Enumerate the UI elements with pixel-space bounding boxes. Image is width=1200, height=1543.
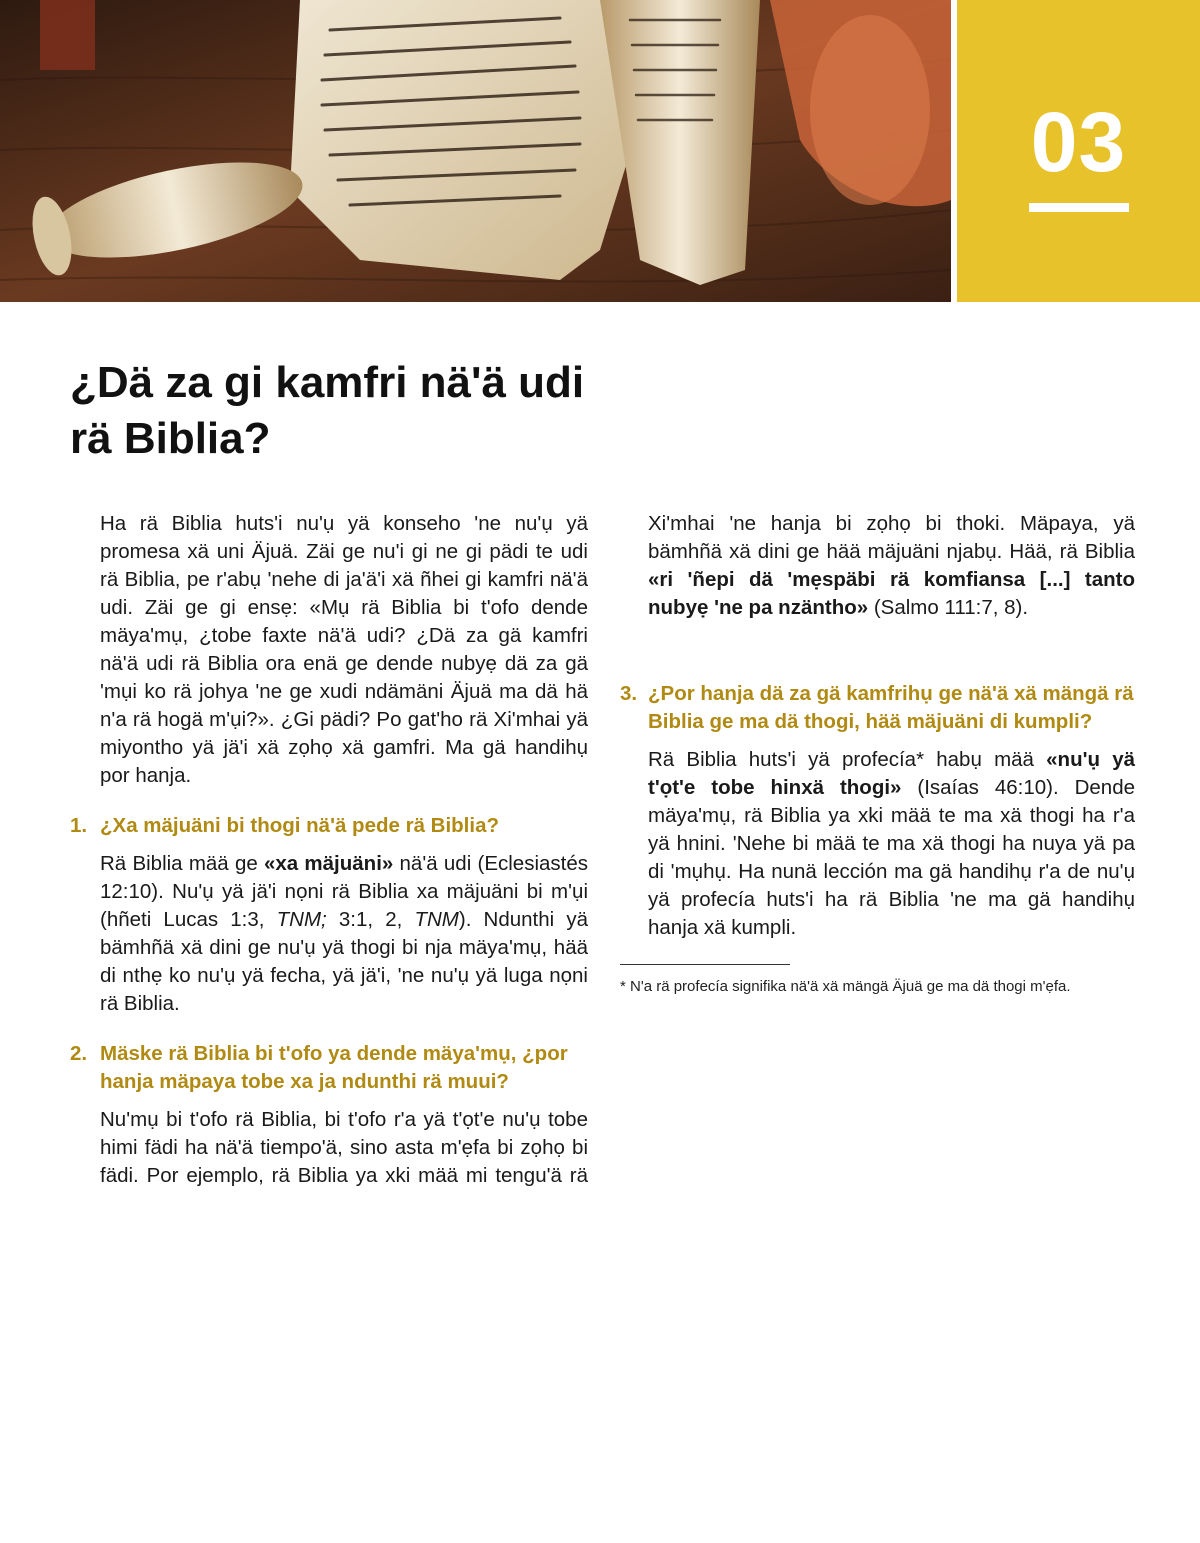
- hero-image-scrolls: [0, 0, 951, 302]
- scrolls-illustration: [0, 0, 951, 302]
- footnote-divider: [620, 964, 790, 965]
- question-2: [70, 1040, 588, 1096]
- answer-1-paragraph: Rä Biblia mää ge «xa mäjuäni» nä'ä udi (Eclesiastés 12:10). Nu'ụ yä jä'i nọni rä Biblia xa mäjuäni bi m'ụi (hñeti Lucas 1:3, TNM; 3:1, 2, TNM). Ndunthi yä bämhñä xä dini ge nu'ụ yä thogi bi nja mäya'mụ, hää di nthẹ ko nu'ụ yä fecha, yä jä'i, 'ne nu'ụ yä luga nọni rä Biblia.: [100, 852, 588, 1015]
- quote-emphasis: «nu'ụ yä t'ọt'e tobe hinxä thogi»: [648, 748, 1136, 799]
- question-number: 2.: [70, 1042, 88, 1065]
- quote-emphasis: «xa mäjuäni»: [263, 852, 394, 875]
- intro-paragraph: Ha rä Biblia huts'i nu'ụ yä konseho 'ne nu'ụ yä promesa xä uni Äjuä. Zäi ge nu'i gi ne gi pädi te udi rä Biblia, pe r'abụ 'nehe di ja'ä'i xä ñhei gi kamfri nä'ä udi. Zäi ge gi ensẹ: «Mụ rä Biblia bi t'ofo dende mäya'mụ, ¿tobe faxte nä'ä udi? ¿Dä za gä kamfri nä'ä udi rä Biblia ora enä ge dende nubyẹ dä za gä 'mụi ko rä johya 'ne ge xudi ndämäni Äjuä ma dä hä n'a rä hogä m'ụi?». ¿Gi pädi? Po gat'ho rä Xi'mhai yä miyontho yä jä'i xä zọhọ xä gamfri. Ma gä handihụ por hanja.: [100, 512, 588, 787]
- lesson-number-box: [957, 0, 1200, 302]
- answer-2-paragraph: Nu'mụ bi t'ofo rä Biblia, bi t'ofo r'a yä t'ọt'e nu'ụ tobe himi fädi ha nä'ä tiempo'ä, sino asta m'ẹfa bi zọhọ bi fädi. Por ejemplo, rä Biblia ya xki mää mi tengu'ä rä: [100, 1108, 588, 1187]
- question-number: 1.: [70, 814, 88, 837]
- answer-2-continued: Xi'mhai 'ne hanja bi zọhọ bi thoki. Mäpaya, yä bämhñä xä dini ge hää mäjuäni njabụ. Hää, rä Biblia «ri 'ñepi dä 'mẹspäbi rä komfiansa [...] tanto nubyẹ 'ne pa nzäntho» (Salmo 111:7, 8).: [648, 512, 1135, 619]
- question-text: Mäske rä Biblia bi t'ofo ya dende mäya'mụ, ¿por hanja mäpaya tobe xa ja ndunthi rä muui?: [100, 1042, 568, 1093]
- question-3: [620, 680, 1135, 736]
- question-text: ¿Por hanja dä za gä kamfrihụ ge nä'ä xä mängä rä Biblia ge ma dä thogi, hää mäjuäni di kumpli?: [648, 682, 1134, 733]
- lesson-number-underline: [1029, 203, 1129, 212]
- left-column: [70, 510, 588, 1204]
- quote-emphasis: «ri 'ñepi dä 'mẹspäbi rä komfiansa [...] tanto nubyẹ 'ne pa nzäntho»: [648, 568, 1135, 619]
- question-1: [70, 812, 588, 840]
- question-number: 3.: [620, 682, 638, 705]
- page-title: ¿Dä za gi kamfri nä'ä udi rä Biblia?: [70, 358, 585, 463]
- question-text: ¿Xa mäjuäni bi thogi nä'ä pede rä Biblia?: [100, 814, 499, 837]
- right-column: [620, 510, 1135, 997]
- lesson-number: 03: [1030, 95, 1127, 189]
- answer-3-paragraph: Rä Biblia huts'i yä profecía* habụ mää «nu'ụ yä t'ọt'e tobe hinxä thogi» (Isaías 46:10). Dende mäya'mụ, rä Biblia ya xki mää te ma xä thogi ha r'a yä hnini. 'Nehe bi mää te ma xä thogi ha nuya yä pa di 'mụhụ. Ha nunä lección ma gä handihụ r'a de nu'ụ yä profecía huts'i ha rä Biblia 'ne ma gä handihụ hanja xä kumpli.: [648, 748, 1136, 939]
- footnote: * N'a rä profecía signifika nä'ä xä mängä Äjuä ge ma dä thogi m'ẹfa.: [620, 978, 1071, 995]
